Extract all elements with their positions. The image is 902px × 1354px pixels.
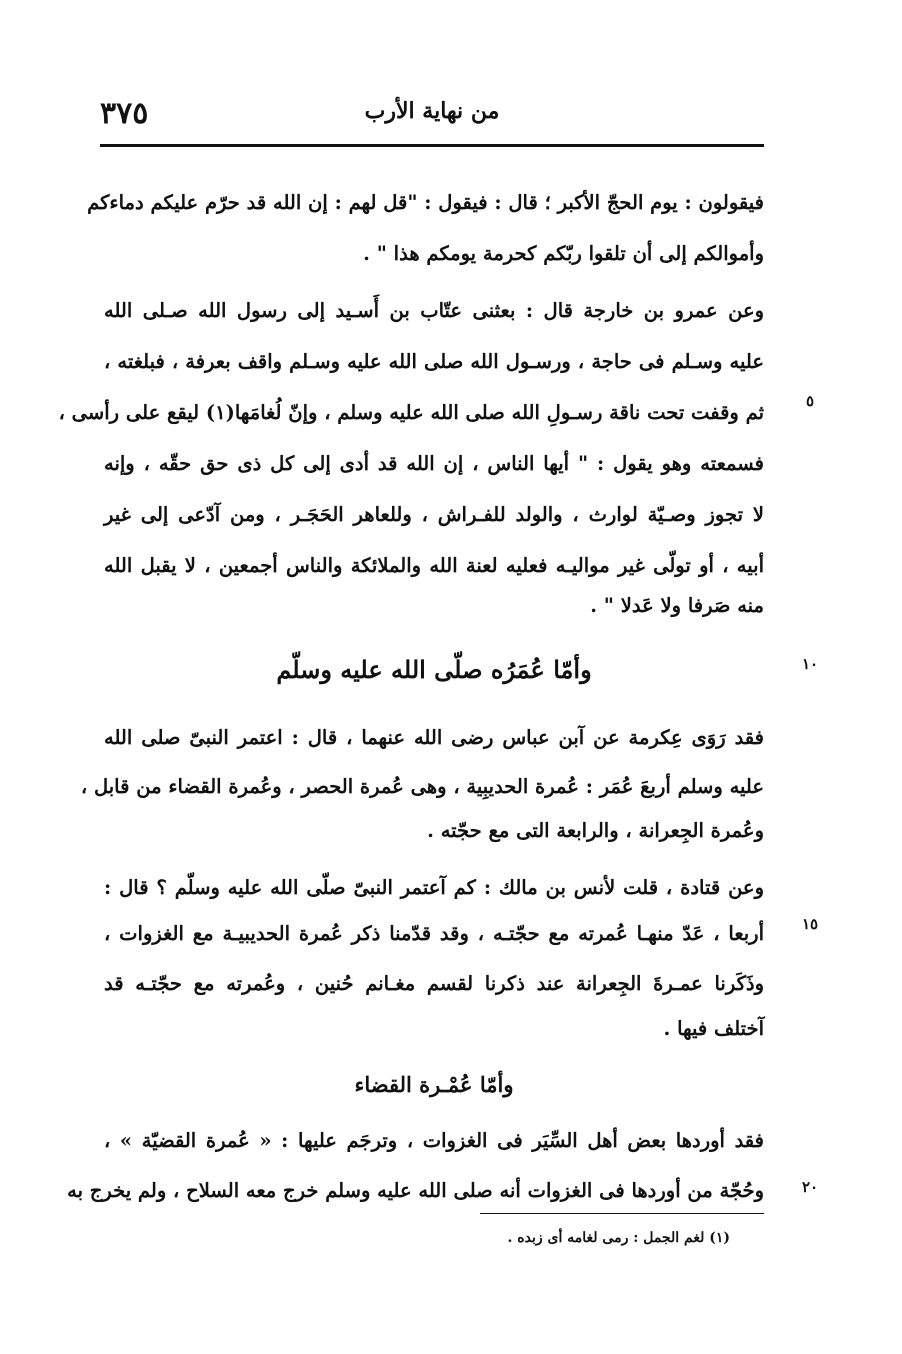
- page-header: [100, 96, 764, 136]
- text-line: فقد أوردها بعض أهل السِّيَر فى الغزوات ، وترجَم عليها : « عُمرة القضيّة » ،: [104, 1129, 764, 1152]
- text-line: وعن عمرو بن خارجة قال : بعثنى عتّاب بن أَسـيد إلى رسول الله صـلى الله: [104, 299, 764, 322]
- text-line: فسمعته وهو يقول : " أيها الناس ، إن الله قد أدى إلى كل ذى حق حقّه ، وإنه: [104, 452, 764, 475]
- header-rule: [100, 144, 764, 147]
- text-line: وحُجّة من أوردها فى الغزوات أنه صلى الله عليه وسلم خرج معه السلاح ، ولم يخرج به: [67, 1179, 764, 1202]
- text-line: أبيه ، أو تولّى غير مواليـه فعليه لعنة الله والملائكة والناس أجمعين ، لا يقبل الله: [104, 554, 764, 577]
- section-heading: وأمّا عُمْـرة القضاء: [354, 1072, 514, 1097]
- text-line: لا تجوز وصـيّة لوارث ، والولد للفـراش ، وللعاهر الحَجَـر ، ومن آدّعى إلى غير: [104, 503, 764, 526]
- footnote-rule: [480, 1213, 764, 1214]
- page-number: ٣٧٥: [100, 96, 149, 131]
- margin-line-number: ٢٠: [801, 1178, 819, 1196]
- text-line: آختلف فيها .: [663, 1017, 764, 1040]
- text-line: عليه وسلم أربعَ عُمَر : عُمرة الحديبِية ، وهى عُمرة الحصر ، وعُمرة القضاء من قابل ،: [80, 775, 764, 798]
- text-line: فقد رَوَى عِكرمة عن آبن عباس رضى الله عنهما ، قال : اعتمر النبىّ صلى الله: [104, 726, 764, 749]
- text-line: عليه وسـلم فى حاجة ، ورسـول الله صلى الله عليه وسـلم واقف بعرفة ، فبلغته ،: [104, 350, 764, 373]
- text-line: وأموالكم إلى أن تلقوا ربّكم كحرمة يومكم هذا " .: [363, 242, 764, 265]
- margin-line-number: ١٠: [801, 655, 819, 673]
- margin-line-number: ٥: [805, 392, 815, 410]
- footnote: (١) لغم الجمل : رمى لغامه أى زبده .: [507, 1230, 730, 1246]
- section-heading: وأمّا عُمَرُه صلّى الله عليه وسلّم: [276, 655, 592, 684]
- text-line: وعن قتادة ، قلت لأنس بن مالك : كم آعتمر النبىّ صلّى الله عليه وسلّم ؟ قال :: [104, 876, 764, 899]
- text-line: وعُمرة الجِعرانة ، والرابعة التى مع حجّته .: [427, 819, 764, 842]
- text-line: أربعا ، عَدّ منهـا عُمرته مع حجّتـه ، وقد قدّمنا ذكر عُمرة الحديبيـة مع الغزوات ،: [104, 922, 764, 945]
- text-line: وذَكَرنا عمـرةَ الجِعرانة عند ذكرنا لقسم مغـانم حُنين ، وعُمرته مع حجّتـه قد: [104, 972, 764, 995]
- running-title: من نهاية الأرب: [364, 98, 500, 124]
- text-line: فيقولون : يوم الحجّ الأكبر ؛ قال : فيقول : "قل لهم : إن الله قد حرّم عليكم دماءكم: [87, 191, 764, 214]
- text-line: ثم وقفت تحت ناقة رسـولِ الله صلى الله عليه وسلم ، وإنّ لُغامَها(١) ليقع على رأسى ،: [58, 401, 764, 424]
- margin-line-number: ١٥: [801, 915, 819, 933]
- text-line: منه صَرفا ولا عَدلا " .: [590, 594, 764, 617]
